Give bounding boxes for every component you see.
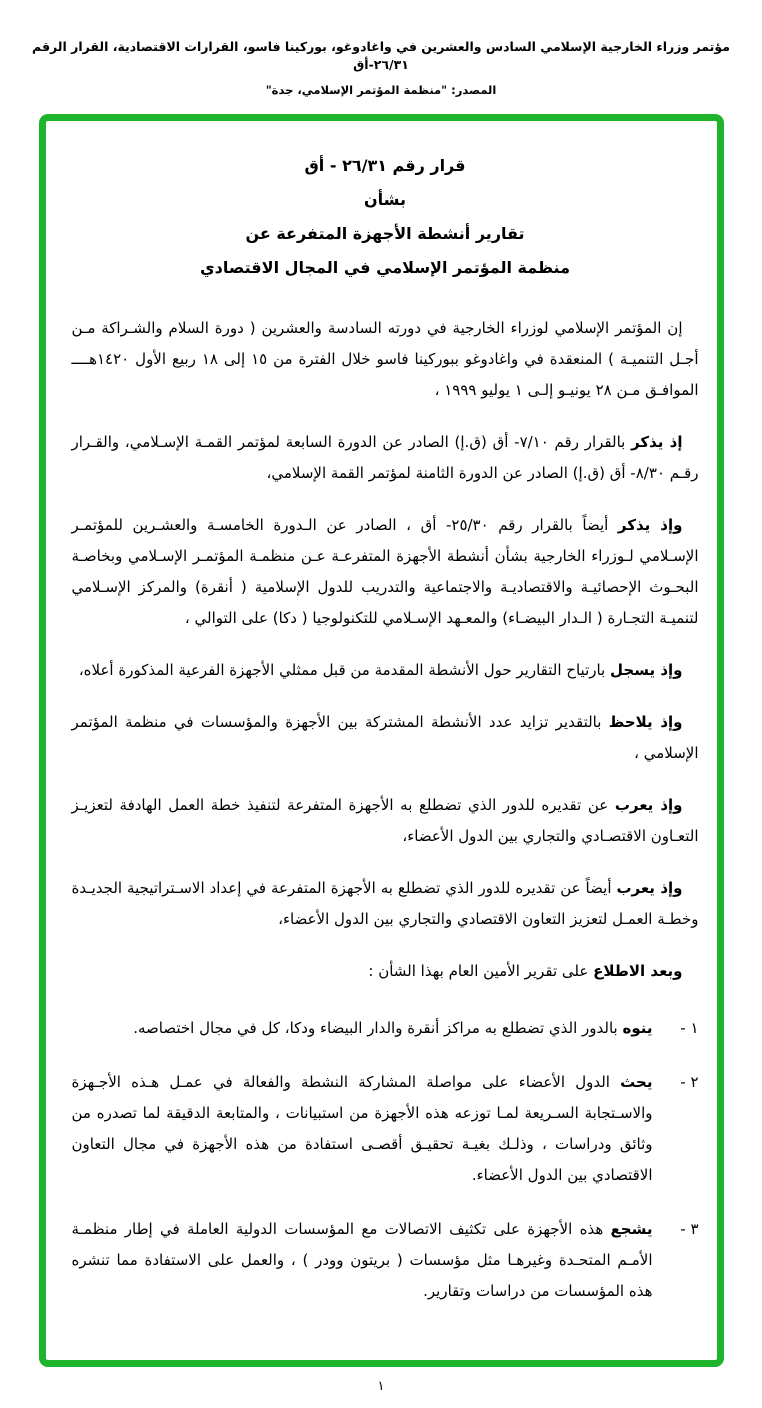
paragraph-lead: وإذ يعرب xyxy=(616,879,683,897)
preamble-paragraph xyxy=(72,956,699,987)
item-number: ١ - xyxy=(680,1019,699,1037)
title-subject-line-1: تقارير أنشطة الأجهزة المتفرعة عن xyxy=(245,224,525,243)
preamble-paragraph xyxy=(72,707,699,769)
page-number: ١ xyxy=(377,1379,385,1394)
document-header xyxy=(0,0,762,98)
item-lead: ينوه xyxy=(622,1019,653,1037)
paragraph-text: أيضاً بالقرار رقم ٢٥/٣٠- أق ، الصادر عن الـدورة الخامسـة والعشـرين للمؤتمـر الإسـلامي لـوزراء الخارجية بشأن أنشطة الأجهزة المتفرعـة عـن منظمـة المؤتمـر الإسـلامي وبخاصـة البحـوث الإحصائيـة والاقتصاديـة والاجتماعية والتدريب للدول الإسلامية ( أنقرة) والمركز الإسـلامي لتنميـة التجـارة ( الـدار البيضـاء) والمعـهد الإسـلامي للتكنولوجيا ( دكا) على التوالي ، xyxy=(71,516,699,627)
item-body: بالدور الذي تضطلع به مراكز أنقرة والدار البيضاء ودكا، كل في مجال اختصاصه. xyxy=(133,1019,623,1037)
resolution-title-block xyxy=(72,149,699,285)
preamble-paragraph xyxy=(72,510,699,634)
paragraph-text: بالقرار رقم ٧/١٠- أق (ق.إ) الصادر عن الدورة السابعة لمؤتمر القمـة الإسـلامي، والقـرار رقـم ٨/٣٠- أق (ق.إ) الصادر عن الدورة الثامنة لمؤتمر القمة الإسلامي، xyxy=(71,433,699,482)
item-number: ٣ - xyxy=(680,1220,699,1238)
item-text xyxy=(72,1067,653,1191)
document-green-frame xyxy=(39,114,724,1367)
title-subject-line-2: منظمة المؤتمر الإسلامي في المجال الاقتصادي xyxy=(200,258,570,277)
paragraph-lead: وإذ يذكر xyxy=(617,516,683,534)
preamble-paragraph xyxy=(72,427,699,489)
list-item xyxy=(72,1013,699,1044)
item-lead: يشجع xyxy=(610,1220,653,1238)
item-lead: يحث xyxy=(620,1073,653,1091)
preamble-paragraph xyxy=(72,873,699,935)
preamble-paragraph xyxy=(72,655,699,686)
preamble-paragraph xyxy=(72,790,699,852)
paragraph-text: على تقرير الأمين العام بهذا الشأن : xyxy=(368,962,594,980)
paragraph-lead: إذ يذكر xyxy=(631,433,683,451)
paragraph-text: بارتياح التقارير حول الأنشطة المقدمة من قبل ممثلي الأجهزة الفرعية المذكورة أعلاه، xyxy=(78,661,611,679)
paragraph-lead: وبعد الاطلاع xyxy=(593,962,683,980)
paragraph-text: بالتقدير تزايد عدد الأنشطة المشتركة بين الأجهزة والمؤسسات في منظمة المؤتمر الإسلامي ، xyxy=(71,713,699,762)
header-citation-line: مؤتمر وزراء الخارجية الإسلامي السادس والعشرين في واغادوغو، بوركينا فاسو، القرارات الاقتصادية، القرار الرقم ٢٦/٣١-أق xyxy=(32,39,730,72)
paragraph-lead: وإذ يسجل xyxy=(610,661,683,679)
item-text xyxy=(72,1214,653,1307)
list-item xyxy=(72,1214,699,1307)
header-source-line: المصدر: "منظمة المؤتمر الإسلامي، جدة" xyxy=(265,83,497,97)
list-item xyxy=(72,1067,699,1191)
preamble-paragraph xyxy=(72,313,699,406)
paragraph-text: عن تقديره للدور الذي تضطلع به الأجهزة المتفرعة لتنفيذ خطة العمل الهادفة لتعزيـز التعـاون الاقتصـادي والتجاري بين الدول الأعضاء، xyxy=(71,796,699,845)
item-number: ٢ - xyxy=(680,1073,699,1091)
paragraph-lead: وإذ يعرب xyxy=(614,796,683,814)
item-text xyxy=(72,1013,653,1044)
operative-items-list xyxy=(72,1013,699,1307)
title-regarding: بشأن xyxy=(364,190,406,209)
paragraph-text: أيضاً عن تقديره للدور الذي تضطلع به الأجهزة المتفرعة في إعداد الاسـتراتيجية الجديـدة وخطـة العمـل لتعزيز التعاون الاقتصادي والتجاري بين الدول الأعضاء، xyxy=(71,879,699,928)
item-body: هذه الأجهزة على تكثيف الاتصالات مع المؤسسات الدولية العاملة في إطار منظمـة الأمـم المتحـدة وغيرهـا مثل مؤسسات ( بريتون وودر ) ، والعمل على الاستفادة مما تنشره هذه المؤسسات من دراسات وتقارير. xyxy=(71,1220,653,1300)
paragraph-lead: وإذ يلاحظ xyxy=(608,713,683,731)
item-body: الدول الأعضاء على مواصلة المشاركة النشطة والفعالة في عمـل هـذه الأجـهزة والاسـتجابة السـريعة لمـا توزعه هذه الأجهزة من استبيانات ، والمتابعة الدقيقة لما تصدره من وثائق ودراسات ، وذلـك بغيـة تحقيـق أقصـى استفادة من هذه الأجهزة في مجال التعاون الاقتصادي بين الدول الأعضاء. xyxy=(71,1073,653,1184)
title-resolution-number: قرار رقم ٢٦/٣١ - أق xyxy=(304,156,466,175)
paragraph-text: إن المؤتمر الإسلامي لوزراء الخارجية في دورته السادسة والعشرين ( دورة السلام والشـراكة مـن أجـل التنميـة ) المنعقدة في واغادوغو ببوركينا فاسو خلال الفترة من ١٥ إلى ١٨ ربيع الأول ١٤٢٠هــــ الموافـق مـن ٢٨ يونيـو إلـى ١ يوليو ١٩٩٩ ، xyxy=(71,319,699,399)
